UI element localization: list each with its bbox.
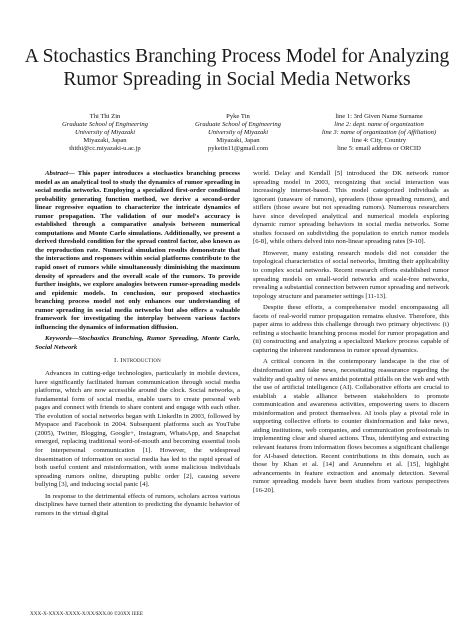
left-column <box>35 170 240 521</box>
author-affiliation: Graduate School of Engineering <box>195 121 281 128</box>
right-column <box>253 170 449 498</box>
body-paragraph: In response to the detrimental effects of rumors, scholars across various disciplines have turned their attention to predicting the dynamic behavior of rumors in the virtual digital <box>35 492 240 517</box>
abstract-lead: Abstract— <box>45 170 75 177</box>
author-name: line 1: 3rd Given Name Surname <box>335 113 423 120</box>
author-name: Thi Thi Zin <box>89 113 121 120</box>
author-affiliation: University of Miyazaki <box>74 129 136 136</box>
author-affiliation: line 2: dept. name of organization <box>334 121 424 128</box>
author-2 <box>168 113 308 153</box>
keywords: Keywords—Stochastics Branching, Rumor Spreading, Monte Carlo, Social Network <box>35 335 240 351</box>
body-paragraph: A critical concern in the contemporary landscape is the rise of disinformation and fake news, necessitating reassurance regarding the validity and quality of news amidst potential pitfalls on the web and with the use of artificial intelligence (AI). Collaborative efforts are crucial to establish a stable alliance between stakeholders to promote communication and awareness activities, empowering users to discern misinformation and protect themselves. AI tools play a pivotal role in supporting collective efforts to counter disinformation and fake news, aiding institutions, web companies, and communication professionals in implementing clear and shared actions. Thus, identifying and extracting relevant features from information flows becomes a significant challenge for AI-based detection. Recent contributions in this domain, such as those by Khan et al. [14] and Arunnehru et al. [15], highlight advancements in feature extraction and anomaly detection. Several rumor spreading models have been studies from various perspectives [16-20]. <box>253 358 449 494</box>
author-3 <box>304 113 454 153</box>
author-affiliation: University of Miyazaki <box>207 129 269 136</box>
body-paragraph: world. Delay and Kendall [5] introduced the DK network rumor spreading model in 2003, recognizing that social interaction was increasingly internet-based. This model categorized individuals as ignorant (unaware of rumors), spreaders (those spreading rumors), and stiflers (those aware but not spreading rumors). Numerous researchers have since developed analytical and numerical models exploring dynamic rumor spreading behaviors in social media networks. Some studies focused on subdividing the population to enrich rumor models [6-8], while others delved into non-linear spreading rates [9-10]. <box>253 170 449 246</box>
body-paragraph: Despite these efforts, a comprehensive model encompassing all facets of real-world rumor propagation remains elusive. Therefore, this paper aims to address this challenge through two primary objectives: (i) refining a stochastic branching process model for rumor propagation and (ii) constructing and analyzing a specialized Markov process capable of capturing the inherent randomness in rumor spread dynamics. <box>253 304 449 354</box>
section-heading-introduction: I. Introduction <box>114 357 161 365</box>
title-line-2: Rumor Spreading in Social Media Networks <box>63 69 411 90</box>
paper-title <box>20 45 454 91</box>
author-location: Miyazaki, Japan <box>83 137 127 144</box>
author-email: pyketin11@gmail.com <box>207 145 269 152</box>
abstract-text: This paper introduces a stochastics branching process model as an analytical tool to study the dynamics of rumor spreading in social media networks. Employing a specialized first-order conditional probability generating function method, we derive a second-order linear regressive equation to characterize the intricate dynamics of rumor propagation. The validation of our model's accuracy is established through a comparative analysis between numerical computations and Monte Carlo simulations. Additionally, we present a derived threshold condition for the spread control factor, also known as the reproduction rate. Numerical simulation results demonstrate that the interactions and responses within social platforms contribute to the rapid onset of rumors while simultaneously diminishing the maximum density of spreaders and the overall scale of the rumors. To provide further insights, we explore analogies between rumor-spreading models and epidemic models. In conclusion, our proposed stochastics branching process model not only enhances our understanding of rumor spreading in social media networks but also offers a valuable framework for investigating the interplay between various factors influencing the dynamics of information diffusion. <box>35 170 240 331</box>
abstract <box>35 170 240 332</box>
copyright-footer: XXX-X-XXXX-XXXX-X/XX/$XX.00 ©20XX IEEE <box>30 611 144 617</box>
author-affiliation: Graduate School of Engineering <box>62 121 148 128</box>
author-location: line 4: City, Country <box>351 137 407 144</box>
body-paragraph: However, many existing research models did not consider the topological characteristics of social networks, limiting their applicability to complex social networks. Recent research efforts established rumor spreading models on small-world networks and scale-free networks, revealing a substantial connection between rumor spreading and network topology structure and parameter settings [11-13]. <box>253 249 449 300</box>
author-name: Pyke Tin <box>226 113 250 120</box>
author-location: Miyazaki, Japan <box>216 137 260 144</box>
title-line-1: A Stochastics Branching Process Model for Analyzing <box>24 46 450 67</box>
author-email: line 5: email address or ORCID <box>337 145 421 152</box>
author-email: thithi@cc.miyazaki-u.ac.jp <box>69 145 141 152</box>
author-1 <box>35 113 175 153</box>
body-paragraph: Advances in cutting-edge technologies, particularly in mobile devices, have significantly facilitated human communication through social media platforms, which are now accessible around the clock. Social networks, a fundamental form of social media, enable users to create personal web pages and connect with friends to share content and engage with each other. The evolution of social networks began with LinkedIn in 2003, followed by Myspace and Facebook in 2004. Subsequent platforms such as YouTube (2005), Twitter, Blogging, Google+, Instagram, WhatsApp, and Snapchat emerged, replacing traditional word-of-mouth and becoming essential tools for interpersonal communication [1]. However, the widespread dissemination of information on social media has led to the rapid spread of both useful content and misinformation, with some malicious individuals spreading rumors online, disrupting public order [2], causing severe bullying [3], and inducing social panic [4]. <box>35 370 240 489</box>
author-affiliation: line 3: name of organization (of Affiliation) <box>321 129 437 136</box>
